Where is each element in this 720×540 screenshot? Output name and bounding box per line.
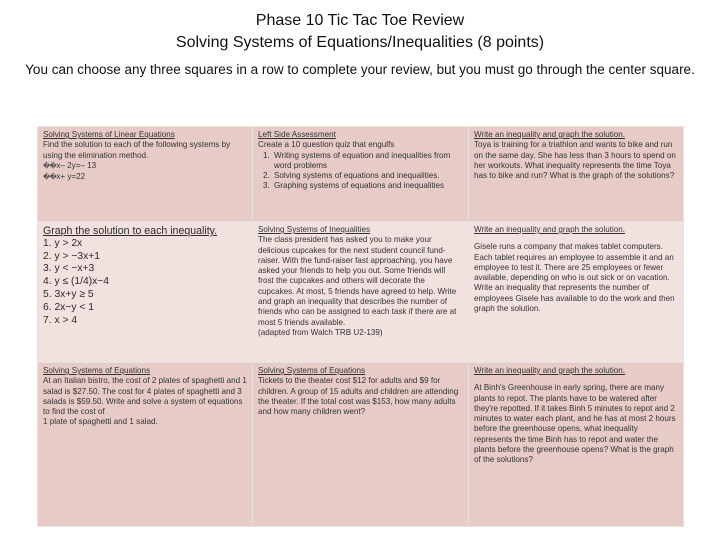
cell-body: The class president has asked you to make your delicious cupcakes for the next student council fund-raiser. With the fund-raiser fast approaching, you have asked your friends to help you out. Some friends will frost the cupcakes and others will decorate the cupcakes. At most, 5 friends have agreed to help. Write and graph an inequality that describes the number of friends who can be assigned to each task if there are at most 5 friends available. xyxy=(258,235,457,327)
cell-body-tail: 1 plate of spaghetti and 1 salad. xyxy=(43,417,158,427)
cell-r2c1[interactable] xyxy=(38,222,253,363)
equation-1-text: x– 2y=– 13 xyxy=(56,160,97,170)
cell-heading: Write an inequality and graph the solution. xyxy=(474,225,626,234)
list-item: 1. Writing systems of equation and inequalities from word problems xyxy=(272,151,463,172)
cell-r1c1[interactable] xyxy=(38,127,253,222)
instructions-text: You can choose any three squares in a row to complete your review, but you must go through the center square. xyxy=(25,62,695,77)
title-line-1: Phase 10 Tic Tac Toe Review xyxy=(255,12,465,29)
page-title xyxy=(0,10,720,54)
grid-row-2 xyxy=(38,222,684,363)
list-item: 4. y ≤ (1/4)x−4 xyxy=(43,276,110,288)
cell-heading: Write an inequality and graph the solution. xyxy=(474,366,626,375)
list-item: 3. Graphing systems of equations and inequalities xyxy=(272,181,463,191)
cell-source: (adapted from Walch TRB U2-139) xyxy=(258,327,383,337)
cell-r1c2[interactable] xyxy=(253,127,469,222)
cell-heading: Left Side Assessment xyxy=(258,130,336,139)
quiz-topic-list xyxy=(258,151,463,192)
list-item: 1. y > 2x xyxy=(43,237,83,249)
spacer xyxy=(474,376,678,383)
cell-intro: Create a 10 question quiz that engulfs xyxy=(258,140,395,150)
title-line-2: Solving Systems of Equations/Inequalities (8 points) xyxy=(175,34,545,51)
list-item: 3. y < −x+3 xyxy=(43,263,95,275)
missing-glyph-icon: �� xyxy=(43,174,57,182)
cell-heading: Solving Systems of Linear Equations xyxy=(43,130,175,139)
cell-body: Gisele runs a company that makes tablet computers. Each tablet requires an employee to assemble it and an employee to test it. There are 25 employees or fewer available, depending on who is out sick or on vacation. Write an inequality that represents the number of employees Gisele has available to do the work and then graph the solution. xyxy=(474,242,675,314)
cell-r2c3[interactable] xyxy=(469,222,684,363)
missing-glyph-icon: �� xyxy=(43,162,57,170)
cell-body: Find the solution to each of the following systems by using the elimination method. xyxy=(43,140,231,160)
list-item: 7. x > 4 xyxy=(43,314,78,326)
cell-r3c1[interactable] xyxy=(38,363,253,527)
cell-heading: Solving Systems of Inequalities xyxy=(258,225,371,234)
cell-heading: Solving Systems of Equations xyxy=(258,366,366,375)
cell-heading: Write an inequality and graph the solution. xyxy=(474,130,626,139)
equation-2-text: x+ y=22 xyxy=(56,172,86,182)
cell-heading: Solving Systems of Equations xyxy=(43,366,151,375)
grid-row-3 xyxy=(38,363,684,527)
cell-heading: Graph the solution to each inequality. xyxy=(43,225,218,237)
cell-body: Toya is training for a triathlon and wants to bike and run on the same day. She has less than 3 hours to spend on her workouts. What inequality represents the time Toya has to bike and run? What is the graph of the solutions? xyxy=(474,140,676,181)
grid-row-1 xyxy=(38,127,684,222)
cell-body: Tickets to the theater cost $12 for adults and $9 for children. A group of 15 adults and children are attending the theater. If the total cost was $153, how many adults and how many children went? xyxy=(258,376,459,417)
cell-r3c3[interactable] xyxy=(469,363,684,527)
list-item: 2. y > −3x+1 xyxy=(43,250,100,262)
cell-r2c2[interactable] xyxy=(253,222,469,363)
list-item: 6. 2x−y < 1 xyxy=(43,301,94,313)
spacer xyxy=(474,235,678,242)
list-item: 5. 3x+y ≥ 5 xyxy=(43,288,94,300)
cell-body: At an Italian bistro, the cost of 2 plates of spaghetti and 1 salad is $27.50. The cost for 4 plates of spaghetti and 3 salads is $59.50. Write and solve a system of equations to find the cost of xyxy=(43,376,247,417)
cell-body: At Binh's Greenhouse in early spring, there are many plants to repot. The plants have to be watered after they're repotted. If it takes Binh 5 minutes to repot and 2 minutes to water each plant, and he has at most 2 hours before the greenhouse opens, what inequality represents the time Binh has to repot and water the plants before the greenhouse opens? What is the graph of the solutions? xyxy=(474,383,676,465)
list-item: 2. Solving systems of equations and inequalities. xyxy=(272,171,463,181)
cell-r1c3[interactable] xyxy=(469,127,684,222)
tic-tac-toe-grid xyxy=(37,126,684,527)
equation-1 xyxy=(43,161,247,172)
cell-r3c2[interactable] xyxy=(253,363,469,527)
equation-2 xyxy=(43,172,247,183)
inequality-list xyxy=(43,225,247,327)
